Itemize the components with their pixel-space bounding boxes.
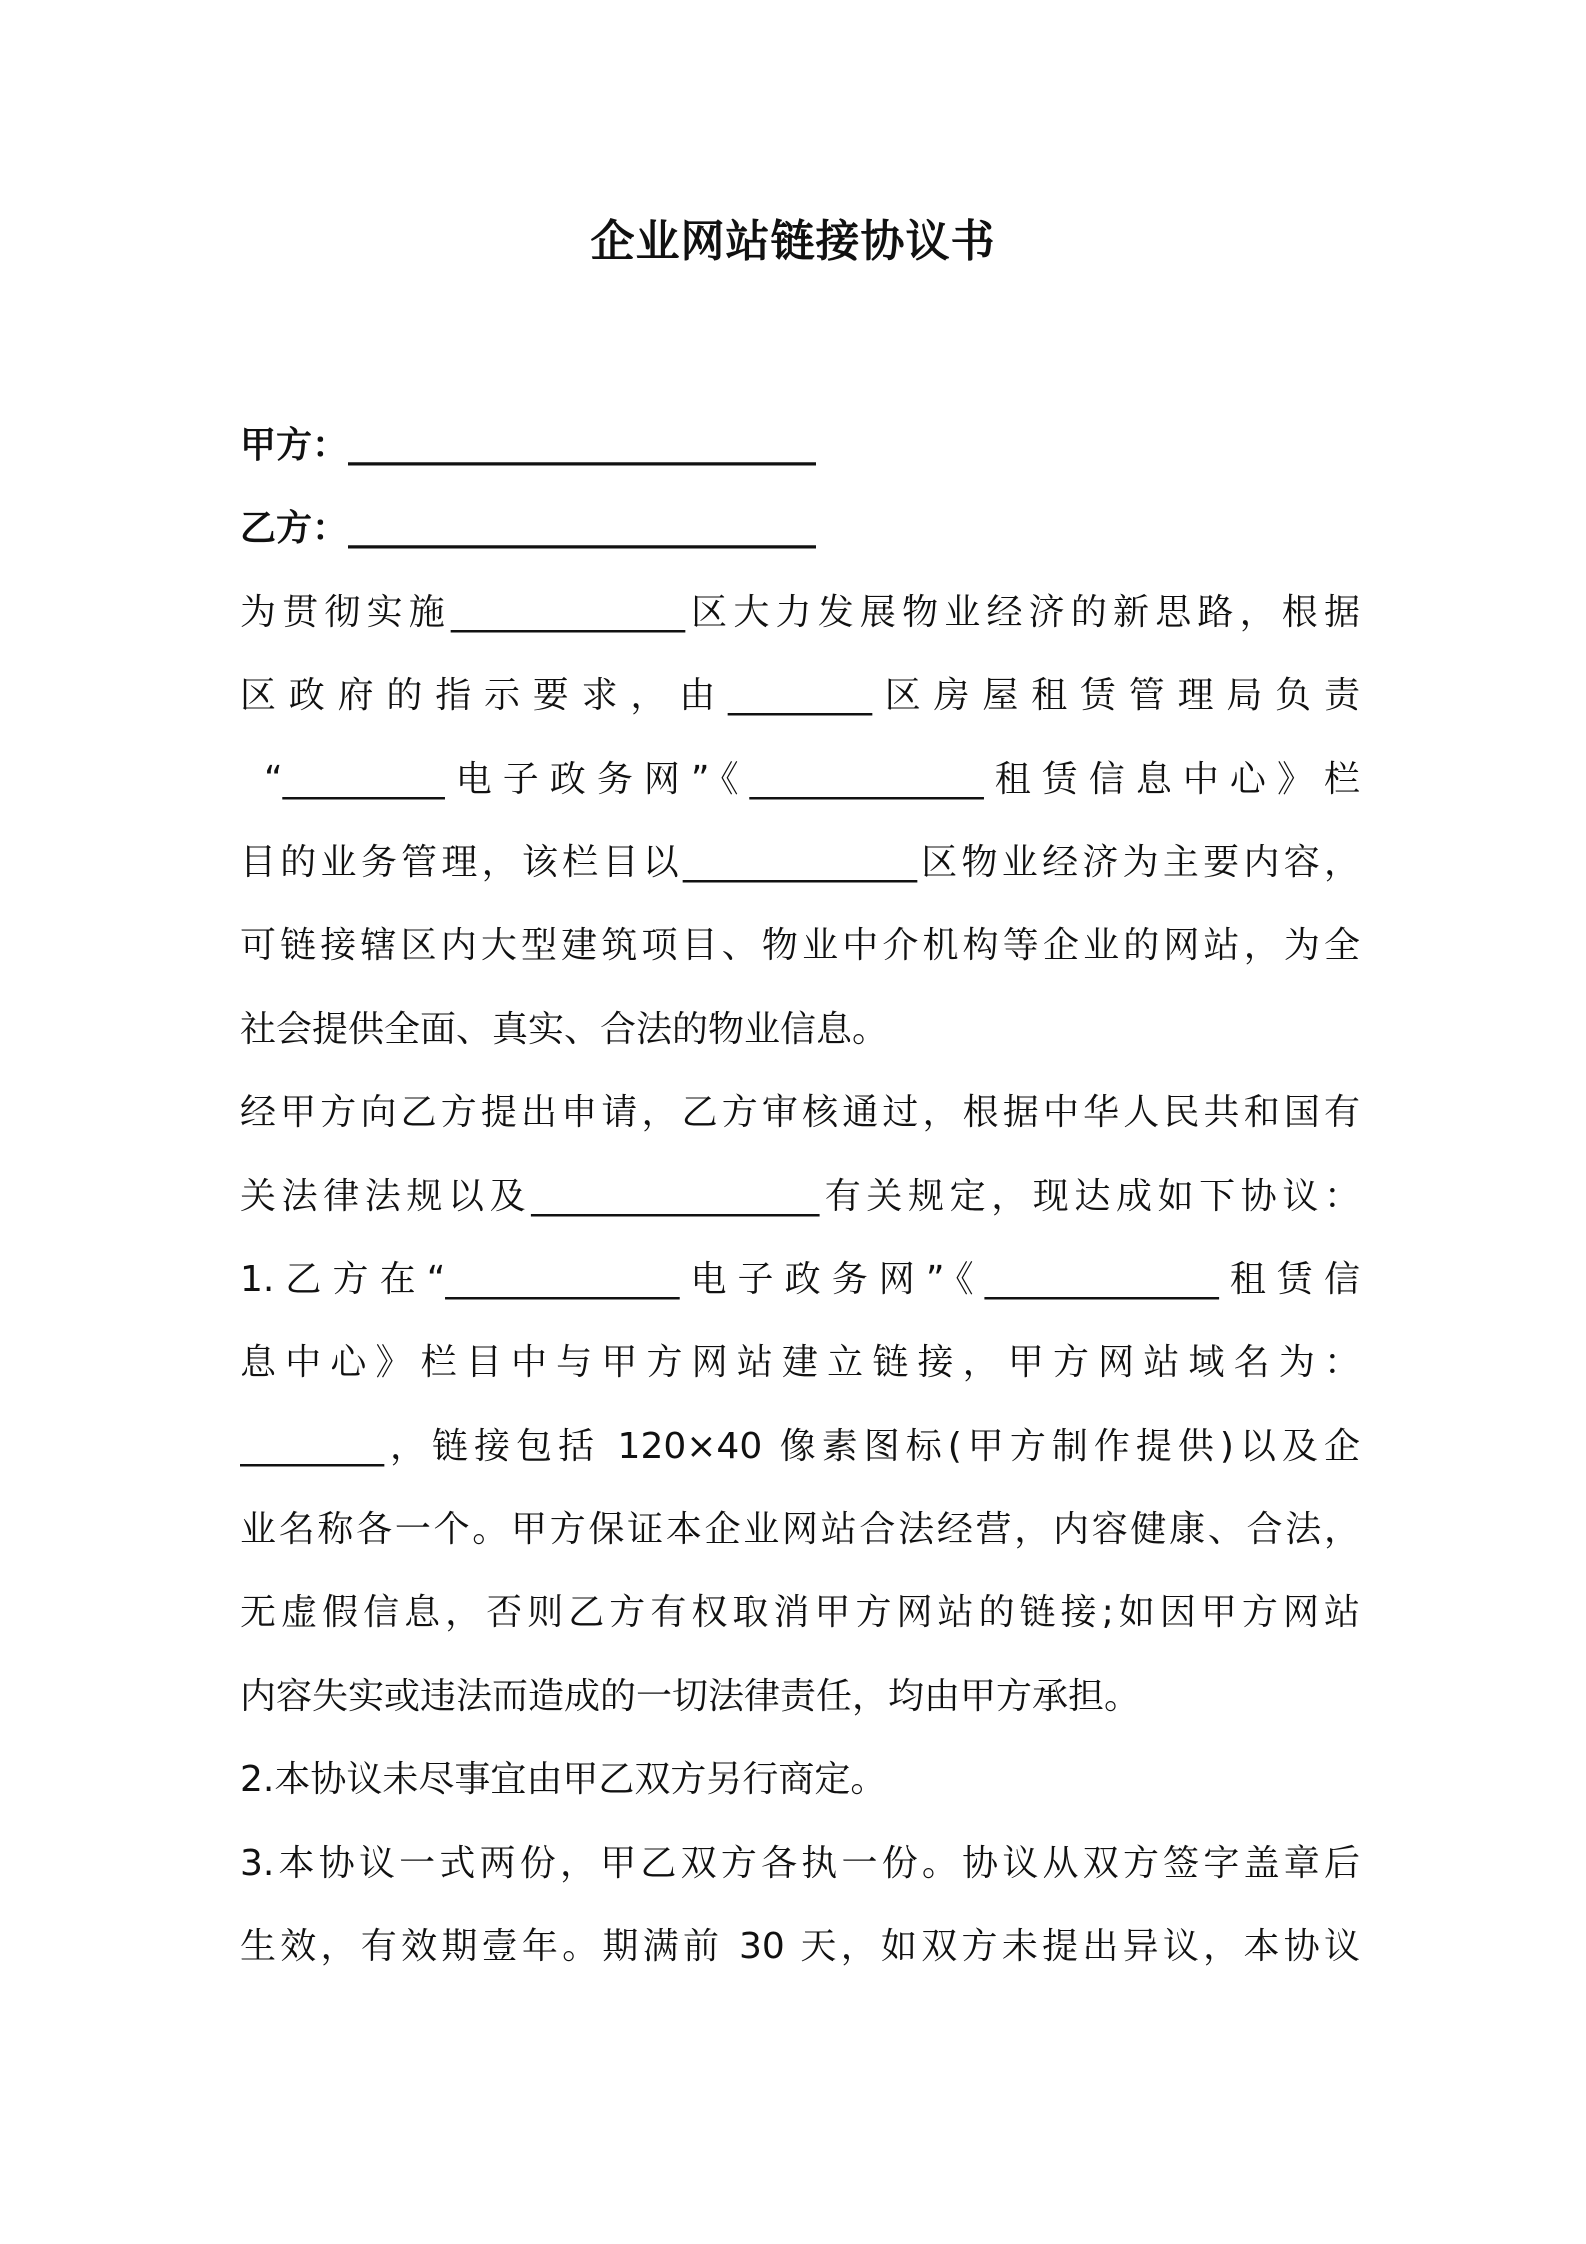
clause-1-line: 1.乙方在“_____________电子政务网”《_____________租赁信 (240, 1258, 1360, 1300)
clause-1-line: ________，链接包括 120×40 像素图标(甲方制作提供)以及企 (240, 1425, 1360, 1467)
clause-1-line: 业名称各一个。甲方保证本企业网站合法经营，内容健康、合法， (240, 1509, 1360, 1551)
clause-3-line: 3.本协议一式两份，甲乙双方各执一份。协议从双方签字盖章后 (240, 1842, 1360, 1884)
paragraph-line: 目的业务管理，该栏目以_____________区物业经济为主要内容， (240, 841, 1360, 883)
party-b-line: 乙方：__________________________ (240, 508, 817, 550)
clause-2-line: 2.本协议未尽事宜由甲乙双方另行商定。 (240, 1759, 887, 1801)
document-title: 企业网站链接协议书 (590, 216, 996, 267)
paragraph-line: 可链接辖区内大型建筑项目、物业中介机构等企业的网站，为全 (240, 925, 1360, 967)
paragraph-line: 关法律法规以及________________有关规定，现达成如下协议： (240, 1175, 1360, 1217)
clause-1-line: 内容失实或违法而造成的一切法律责任，均由甲方承担。 (240, 1675, 1141, 1717)
clause-1-line: 息中心》栏目中与甲方网站建立链接，甲方网站域名为： (240, 1342, 1360, 1384)
paragraph-line: 社会提供全面、真实、合法的物业信息。 (240, 1008, 889, 1050)
clause-3-line: 生效，有效期壹年。期满前 30 天，如双方未提出异议，本协议 (240, 1926, 1360, 1968)
paragraph-line: 区政府的指示要求，由________区房屋租赁管理局负责 (240, 675, 1360, 717)
document-body (240, 404, 1360, 1988)
paragraph-line: 经甲方向乙方提出申请，乙方审核通过，根据中华人民共和国有 (240, 1092, 1360, 1134)
clause-1-line: 无虚假信息，否则乙方有权取消甲方网站的链接;如因甲方网站 (240, 1592, 1360, 1634)
paragraph-line: 为贯彻实施_____________区大力发展物业经济的新思路，根据 (240, 591, 1360, 633)
paragraph-line: “_________电子政务网”《_____________租赁信息中心》栏 (264, 758, 1360, 800)
party-a-line: 甲方：__________________________ (240, 425, 817, 466)
